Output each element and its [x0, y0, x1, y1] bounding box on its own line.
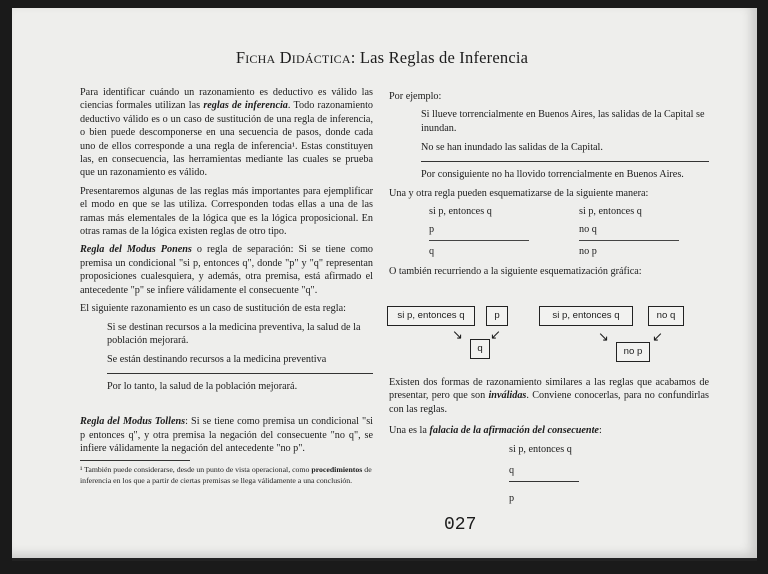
left-column	[80, 86, 373, 486]
modus-ponens-example: Si se destinan recursos a la medicina preventiva, la salud de la población mejorará. Se están destinando recursos a la medicina preventiva Por lo tanto, la salud de la población mejorará.	[107, 321, 373, 394]
invalid-forms-paragraph: Existen dos formas de razonamiento similares a las reglas que acabamos de presentar, pero que son inválidas. Conviene conocerlas, para no confundirlas con las reglas.	[389, 377, 709, 415]
modus-tollens-example: Si llueve torrencialmente en Buenos Aires, las salidas de la Capital se inundan. No se han inundado las salidas de la Capital. Por consiguiente no ha llovido torrencialmente en Buenos Aires.	[421, 108, 709, 181]
arrow-down-left-icon: ↙	[652, 330, 663, 345]
graphic-box-p: p	[486, 306, 508, 326]
footnote: ¹ También puede considerarse, desde un punto de vista operacional, como procedimientos de inferencia en los que a partir de ciertas premisas se llega válidamente a una conclusión.	[80, 465, 372, 485]
page-number: 027	[444, 515, 477, 535]
fallacy-schema: si p, entonces q q p	[509, 443, 709, 506]
graphic-box-conditional-a: si p, entonces q	[387, 306, 475, 326]
fallacy-paragraph: Una es la falacia de la afirmación del consecuente:	[389, 425, 602, 437]
graphic-box-no-p: no p	[616, 342, 650, 362]
arrow-down-right-icon: ↘	[598, 330, 609, 345]
graphic-box-q: q	[470, 339, 490, 359]
substitution-paragraph: El siguiente razonamiento es un caso de sustitución de esta regla:	[80, 303, 346, 315]
modus-tollens-paragraph: Regla del Modus Tollens: Si se tiene como premisa un condicional "si p entonces q", y otra premisa la negación del consecuente "no q", se infiere válidamente la negación del antecedente "no p".	[80, 416, 373, 454]
document-page	[12, 8, 757, 561]
page-title: Ficha Didáctica: Las Reglas de Inferencia	[235, 48, 529, 67]
graphic-box-no-q: no q	[648, 306, 684, 326]
divider	[107, 373, 373, 374]
schema-intro: Una y otra regla pueden esquematizarse de la siguiente manera:	[389, 188, 649, 200]
rules-paragraph: Presentaremos algunas de las reglas más importantes para ejemplificar el modo en que se las utiliza. Corresponden todas ellas a una de las ramas más elementales de la lógica que es la lógica proposicional. En otras ramas de la lógica existen reglas de otro tipo.	[80, 185, 373, 238]
arrow-down-left-icon: ↙	[490, 328, 501, 343]
arrow-down-right-icon: ↘	[452, 328, 463, 343]
graphic-box-conditional-b: si p, entonces q	[539, 306, 633, 326]
right-column	[389, 90, 709, 283]
right-column-lower	[389, 376, 709, 506]
modus-ponens-paragraph: Regla del Modus Ponens o regla de separación: Si se tiene como premisa un condicional "si p, entonces q", donde "p" y "q" representan proposiciones cualesquiera, y además, otra premisa, está afirmado el antecedente "p" se infiere válidamente el consecuente "q".	[80, 244, 373, 296]
divider	[509, 481, 579, 482]
footnote-divider	[80, 460, 190, 461]
intro-paragraph: Para identificar cuándo un razonamiento es deductivo es válido las ciencias formales utilizan las reglas de inferencia. Todo razonamiento deductivo válido es o un caso de sustitución de una regla de inferencia, o bien puede descomponerse en una secuencia de pasos, donde cada uno de ellos corresponde a una regla de inferencia¹. Estas constituyen las, en consecuencia, las herramientas mediante las cuales se prueba que un razonamiento es válido.	[80, 87, 373, 179]
rule-schemas: si p, entonces q si p, entonces q p no q q no p	[429, 205, 709, 258]
divider	[421, 161, 709, 162]
example-intro: Por ejemplo:	[389, 91, 442, 102]
graphic-intro: O también recurriendo a la siguiente esquematización gráfica:	[389, 265, 642, 277]
